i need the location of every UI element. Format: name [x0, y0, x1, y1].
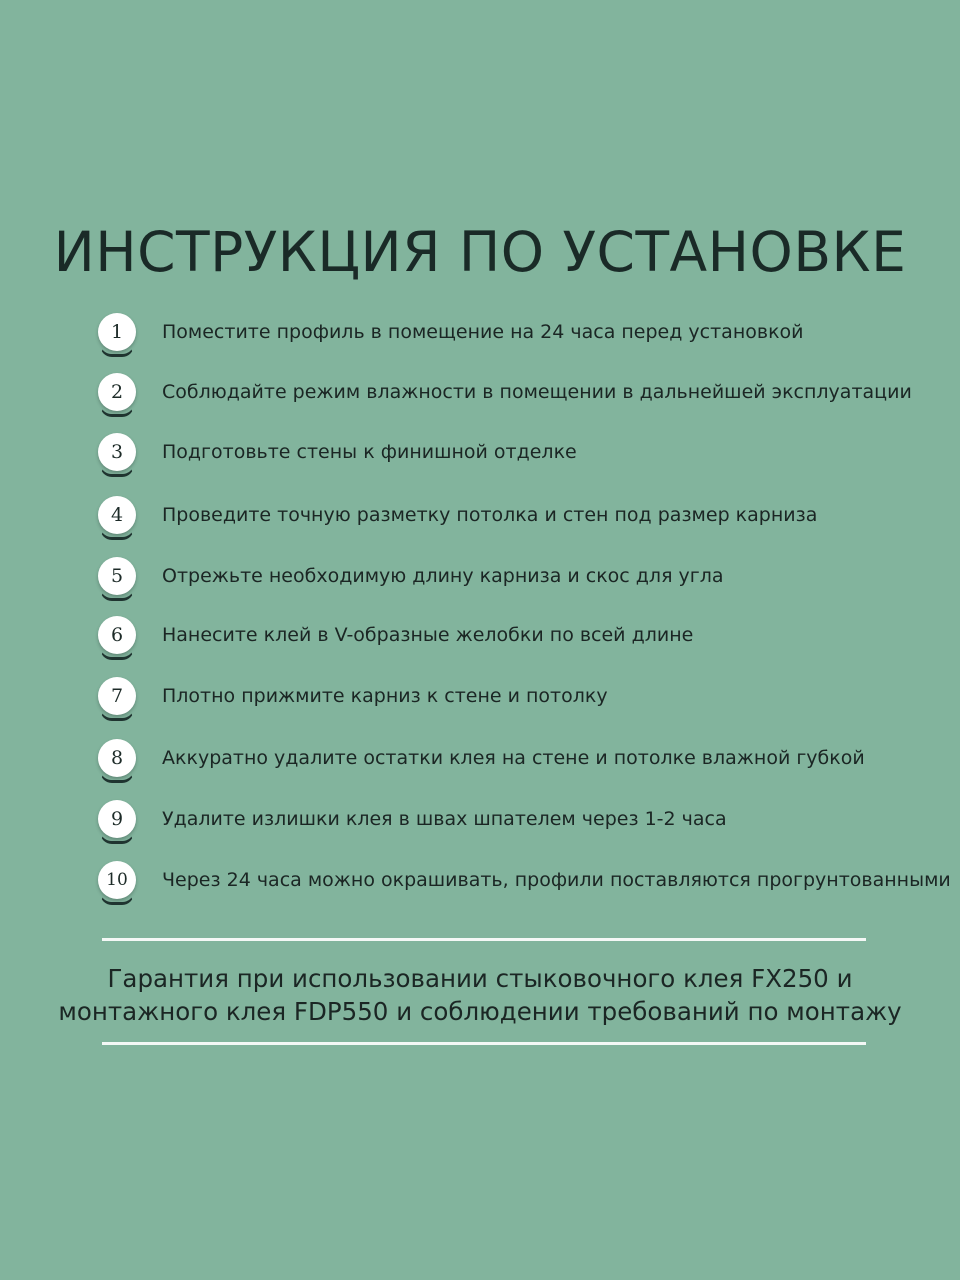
step-text: Подготовьте стены к финишной отделке [162, 441, 577, 463]
warranty-line-1: Гарантия при использовании стыковочного клея FX250 и [107, 964, 853, 993]
step-number-badge: 3 [98, 433, 136, 471]
step-item [98, 736, 865, 780]
step-number-badge: 9 [98, 800, 136, 838]
page-title: ИНСТРУКЦИЯ ПО УСТАНОВКЕ [53, 220, 907, 284]
step-text: Нанесите клей в V-образные желобки по всей длине [162, 624, 694, 646]
step-text: Проведите точную разметку потолка и стен под размер карниза [162, 504, 818, 526]
step-number-badge: 6 [98, 616, 136, 654]
bottom-divider [102, 1042, 866, 1045]
step-item [98, 370, 912, 414]
step-text: Плотно прижмите карниз к стене и потолку [162, 685, 608, 707]
step-number-badge: 10 [98, 861, 136, 899]
step-item [98, 674, 608, 718]
step-number-badge: 8 [98, 739, 136, 777]
step-text: Соблюдайте режим влажности в помещении в дальнейшей эксплуатации [162, 381, 912, 403]
step-item [98, 797, 727, 841]
step-item [98, 554, 724, 598]
warranty-note [0, 962, 960, 1028]
step-item [98, 430, 577, 474]
step-number-badge: 2 [98, 373, 136, 411]
step-text: Поместите профиль в помещение на 24 часа перед установкой [162, 321, 804, 343]
step-item [98, 858, 951, 902]
step-text: Аккуратно удалите остатки клея на стене и потолке влажной губкой [162, 747, 865, 769]
step-item [98, 493, 817, 537]
step-number-badge: 7 [98, 677, 136, 715]
step-number-badge: 4 [98, 496, 136, 534]
step-number-badge: 1 [98, 313, 136, 351]
warranty-line-2: монтажного клея FDP550 и соблюдении требований по монтажу [58, 997, 902, 1026]
step-text: Отрежьте необходимую длину карниза и скос для угла [162, 565, 724, 587]
top-divider [102, 938, 866, 941]
step-text: Через 24 часа можно окрашивать, профили поставляются прогрунтованными [162, 869, 951, 891]
step-number-badge: 5 [98, 557, 136, 595]
step-item [98, 613, 693, 657]
step-text: Удалите излишки клея в швах шпателем через 1-2 часа [162, 808, 727, 830]
step-item [98, 310, 804, 354]
